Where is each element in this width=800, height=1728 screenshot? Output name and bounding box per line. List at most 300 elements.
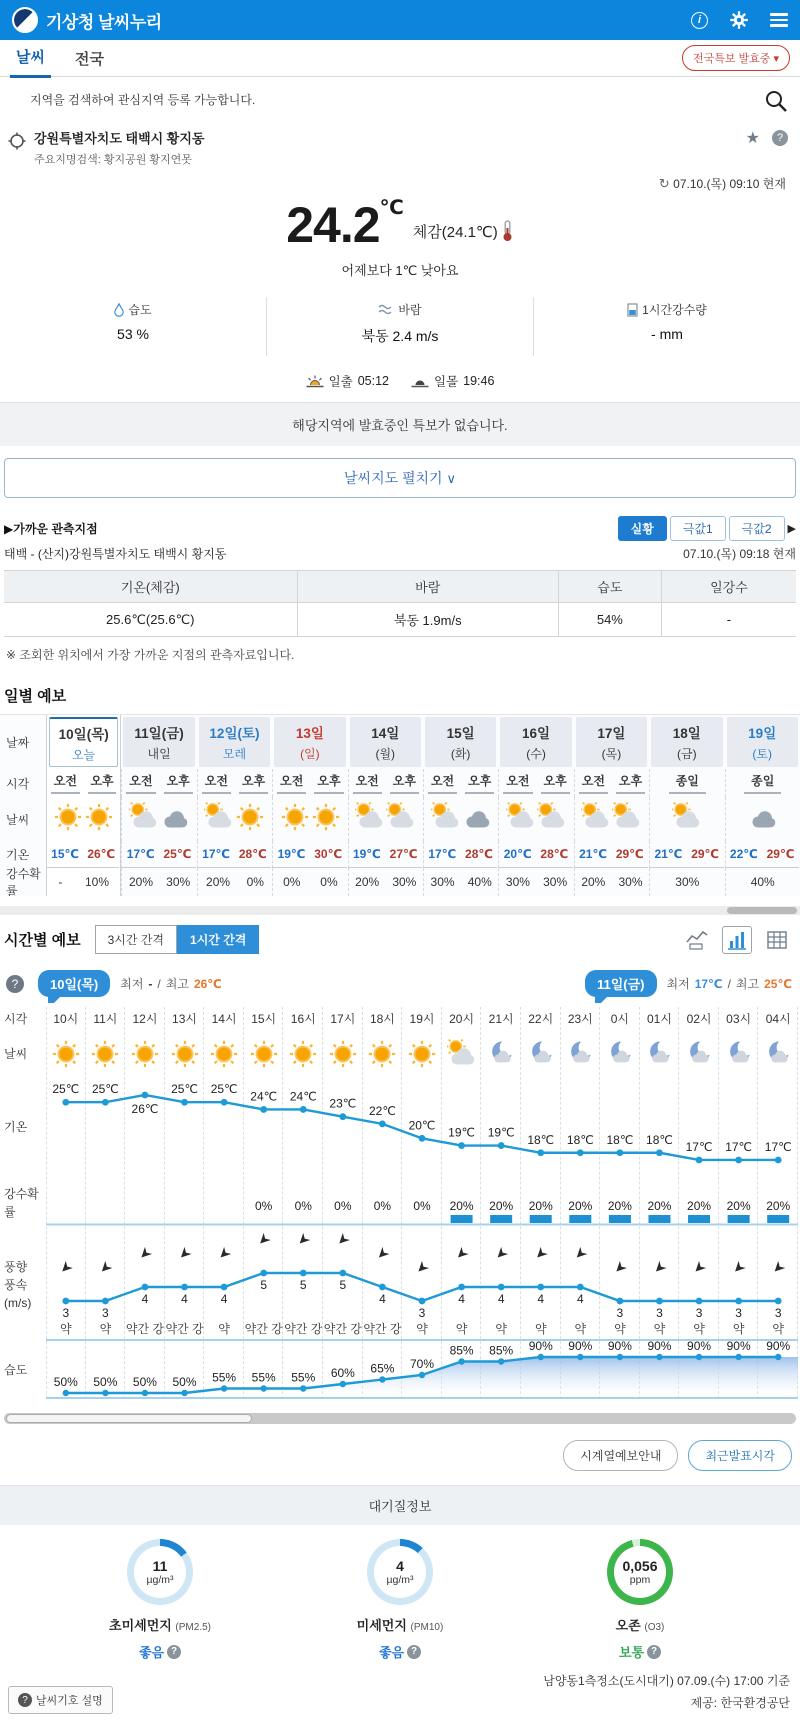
svg-text:20%: 20%: [489, 1199, 514, 1213]
svg-text:50%: 50%: [132, 1375, 157, 1389]
wind-icon: [378, 303, 394, 316]
chevron-down-icon: ∨: [446, 471, 456, 486]
svg-text:4: 4: [220, 1292, 228, 1306]
daily-pop-cell: [498, 868, 573, 896]
svg-text:0%: 0%: [413, 1199, 431, 1213]
daily-date-sub: (일): [300, 747, 320, 761]
svg-text:90%: 90%: [607, 1341, 632, 1353]
scrollbar-thumb[interactable]: [6, 1414, 252, 1423]
hourly-temp-row: [0, 1077, 800, 1177]
daily-date-box[interactable]: [500, 717, 571, 767]
hourly-help-icon[interactable]: ?: [6, 975, 24, 993]
svg-text:5: 5: [260, 1278, 268, 1292]
daily-pop-cell: [121, 868, 196, 896]
svg-text:3: 3: [62, 1306, 70, 1320]
air-value: 11: [152, 1558, 168, 1574]
daily-date: 18일: [672, 726, 701, 741]
hourly-bottom-scrollbar[interactable]: [4, 1413, 796, 1424]
gear-icon: [730, 11, 748, 29]
main-tabs: [0, 40, 800, 77]
daily-temp-min: 17℃: [126, 847, 155, 861]
svg-text:19℃: 19℃: [487, 1125, 515, 1140]
daily-weather-cell: [498, 797, 573, 841]
daily-date-sub: 오늘: [72, 747, 96, 762]
daily-weather-icon-wrap: [581, 802, 611, 837]
daily-weather-icon-wrap: [431, 802, 461, 837]
hourly-header: [0, 915, 800, 962]
daily-day-column[interactable]: [197, 715, 272, 896]
locate-button[interactable]: [8, 132, 26, 155]
hour-label: 11시: [93, 1012, 118, 1026]
svg-text:90%: 90%: [528, 1341, 553, 1353]
observation-table-header: [4, 571, 796, 603]
sun-icon: [90, 1039, 120, 1069]
daily-pop-value: 40%: [467, 875, 492, 889]
daily-time-cell: [47, 769, 120, 797]
svg-text:20%: 20%: [568, 1199, 593, 1213]
svg-text:60%: 60%: [330, 1366, 355, 1380]
hour-label: 13시: [172, 1012, 197, 1026]
thermometer-icon: [501, 220, 514, 242]
svg-text:50%: 50%: [53, 1375, 78, 1389]
daily-weather-icon-wrap: [506, 802, 536, 837]
daily-temp-max: 28℃: [465, 847, 493, 861]
daily-day-column[interactable]: [725, 715, 800, 896]
search-hint: 지역을 검색하여 관심지역 등록 가능합니다.: [30, 93, 256, 107]
daily-pop-value: 30%: [505, 875, 530, 889]
daily-date-box[interactable]: [274, 717, 345, 767]
day2-badge: 11일(금): [585, 970, 657, 997]
daily-temp-cell: [498, 841, 572, 868]
daily-time-label: 오후: [88, 772, 117, 794]
air-quality-item: [300, 1539, 500, 1661]
svg-text:26℃: 26℃: [131, 1102, 159, 1116]
help-icon[interactable]: ?: [772, 130, 788, 146]
daily-day-column[interactable]: [574, 715, 649, 896]
search-button[interactable]: [764, 89, 788, 118]
svg-text:3: 3: [102, 1306, 109, 1320]
air-source-station: 남양동1측정소(도시대기) 07.09.(수) 17:00 기준: [543, 1674, 790, 1688]
daily-time-label: 오후: [164, 772, 193, 794]
moon-cloud-icon: [486, 1039, 516, 1069]
hourly-top-scrollbar[interactable]: [0, 906, 800, 915]
svg-text:20%: 20%: [726, 1199, 751, 1213]
obs-value: 북동 1.9m/s: [297, 603, 558, 637]
hourly-weather-cell: [719, 1031, 759, 1077]
daily-pop-value: 40%: [750, 875, 775, 889]
daily-temp-cell: [649, 841, 723, 868]
kma-logo-icon: [12, 7, 38, 33]
obs-live-button[interactable]: 실황: [618, 516, 667, 541]
daily-weather-cell: [649, 797, 724, 841]
hourly-weather-cell: [363, 1031, 403, 1077]
hourly-weather-cell: [679, 1031, 719, 1077]
hour-label: 10시: [53, 1012, 79, 1026]
obs-value: 25.6℃(25.6℃): [4, 603, 297, 637]
wind-direction-arrow: [573, 1247, 587, 1261]
precipitation-chart: [46, 1177, 798, 1229]
hour-label: 17시: [330, 1012, 356, 1026]
moon-cloud-icon: [526, 1039, 556, 1069]
svg-text:약: 약: [99, 1322, 112, 1336]
daily-weather-cell: [423, 797, 498, 841]
air-value: 4: [396, 1558, 404, 1574]
national-alert-button[interactable]: 전국특보 발효중 ▾: [682, 45, 790, 71]
daily-temp-max: 28℃: [238, 847, 267, 861]
daily-pop-cell: [574, 868, 649, 896]
daily-date-box[interactable]: [727, 717, 798, 767]
toggle-1hour[interactable]: 1시간 간격: [177, 925, 259, 954]
sun-icon: [280, 802, 310, 832]
sun-times: [0, 362, 800, 402]
sun-cloud-icon: [506, 802, 536, 832]
observation-buttons: [618, 516, 796, 541]
daily-temp-min: 20℃: [503, 847, 532, 861]
hour-label: 12시: [132, 1012, 158, 1026]
obs-value: 54%: [558, 603, 661, 637]
wind-direction-arrow: [98, 1261, 112, 1275]
refresh-icon[interactable]: ↻: [658, 176, 670, 191]
svg-text:3: 3: [774, 1306, 782, 1320]
daily-forecast-title: 일별 예보: [4, 688, 67, 705]
sun-icon: [51, 1039, 81, 1069]
daily-date-sub: (토): [752, 747, 772, 761]
wind-direction-arrow: [494, 1247, 508, 1261]
info-button[interactable]: [691, 12, 708, 29]
day1-badge: 10일(목): [38, 970, 110, 997]
svg-text:18℃: 18℃: [606, 1132, 634, 1147]
svg-text:24℃: 24℃: [289, 1089, 317, 1104]
daily-temp-cell: [348, 841, 422, 868]
daily-temp-min: 17℃: [202, 847, 231, 861]
svg-text:5: 5: [299, 1278, 307, 1292]
daily-time-label: 종일: [744, 772, 781, 794]
svg-text:약: 약: [614, 1322, 626, 1336]
daily-weather-icon-wrap: [235, 802, 265, 837]
daily-time-label: 오후: [314, 772, 343, 794]
daily-date-box[interactable]: [199, 717, 270, 767]
daily-date-box[interactable]: [576, 717, 647, 767]
svg-text:20%: 20%: [647, 1199, 672, 1213]
bar-chart-view-button[interactable]: [722, 926, 752, 954]
daily-date-sub: (화): [450, 747, 471, 761]
sun-cloud-icon: [612, 802, 642, 832]
scrollbar-thumb[interactable]: [727, 907, 797, 914]
svg-text:약: 약: [574, 1322, 587, 1336]
air-name: 초미세먼지 (PM2.5): [109, 1618, 211, 1633]
daily-temp-min: 19℃: [352, 847, 381, 861]
hour-label: 02시: [686, 1012, 712, 1026]
hour-label: 21시: [488, 1012, 514, 1026]
svg-text:4: 4: [379, 1292, 386, 1306]
question-icon: ?: [18, 1693, 32, 1707]
toggle-3hour[interactable]: 3시간 간격: [95, 925, 177, 954]
current-temperature: 24.2℃: [286, 197, 403, 253]
daily-time-cell: [649, 769, 724, 797]
svg-text:50%: 50%: [172, 1375, 197, 1389]
humidity-value: 53 %: [117, 326, 149, 342]
daily-time-label: 오전: [503, 772, 532, 794]
weather-map-expand-button[interactable]: 날씨지도 펼치기 ∨: [4, 458, 796, 498]
daily-time-label: 오전: [51, 772, 80, 794]
alert-notice: 해당지역에 발효중인 특보가 없습니다.: [0, 402, 800, 446]
sun-icon: [249, 1039, 279, 1069]
wind-direction-arrow: [692, 1261, 706, 1275]
hourly-weather-cell: [600, 1031, 640, 1077]
hourly-weather-cell: [323, 1031, 363, 1077]
latest-issue-time-button[interactable]: 최근발표시각: [688, 1440, 792, 1471]
svg-text:90%: 90%: [766, 1341, 791, 1353]
daily-pop-value: 20%: [581, 875, 606, 889]
daily-day-column[interactable]: [121, 715, 196, 896]
obs-col-header: 기온(체감): [4, 571, 297, 603]
daily-day-column[interactable]: [272, 715, 347, 896]
daily-pop-value: 30%: [618, 875, 643, 889]
air-gauge: [607, 1539, 673, 1605]
svg-text:23℃: 23℃: [329, 1096, 357, 1111]
daily-time-label: 오전: [202, 772, 231, 794]
cloud-icon: [748, 802, 778, 832]
sun-icon: [367, 1039, 397, 1069]
daily-pop-value: 0%: [246, 875, 264, 889]
daily-pop-value: 30%: [430, 875, 455, 889]
daily-temp-min: 19℃: [277, 847, 306, 861]
hourly-label-weather: 날씨: [4, 1047, 28, 1061]
daily-pop-value: 10%: [85, 875, 110, 889]
hourly-label-wind: 풍향 풍속 (m/s): [4, 1260, 32, 1310]
observation-station: 태백 - (산지)강원특별자치도 태백시 황지동: [4, 547, 227, 561]
svg-text:약: 약: [732, 1322, 745, 1336]
daily-temp-max: 26℃: [87, 847, 116, 861]
timeseries-guide-button[interactable]: 시계열예보안내: [563, 1440, 678, 1471]
rain-gauge-icon: [627, 303, 638, 317]
tab-weather[interactable]: 날씨: [10, 38, 51, 78]
daily-weather-icon-wrap: [84, 802, 114, 837]
hour-label: 01시: [646, 1012, 672, 1026]
daily-time-label: 오후: [541, 772, 570, 794]
hour-label: 04시: [765, 1012, 791, 1026]
daily-pop-cell: [725, 868, 800, 896]
daily-pop-value: 20%: [128, 875, 153, 889]
svg-text:약: 약: [653, 1322, 666, 1336]
wind-direction-arrow: [534, 1247, 548, 1261]
search-icon: [764, 89, 788, 113]
daily-pop-value: 30%: [392, 875, 417, 889]
daily-time-label: 오후: [616, 772, 645, 794]
daily-pop-cell: [649, 868, 724, 896]
hourly-chart-grid: [0, 1007, 800, 1399]
daily-temp-cell: [574, 841, 648, 868]
air-status: [540, 1642, 740, 1661]
view-switch-icons: [682, 926, 792, 954]
daily-date-box[interactable]: [49, 717, 118, 767]
tab-national[interactable]: 전국: [74, 50, 104, 68]
daily-label-pop: 강수확률: [6, 867, 41, 896]
wind-direction-arrow: [415, 1261, 429, 1275]
sun-cloud-icon: [581, 802, 611, 832]
sun-cloud-icon: [204, 802, 234, 832]
daily-date: 12일(토): [209, 726, 260, 741]
air-name: 미세먼지 (PM10): [356, 1618, 444, 1633]
wind-direction-arrow: [296, 1233, 310, 1247]
humidity-chart: [46, 1341, 798, 1399]
menu-button[interactable]: [770, 10, 788, 30]
wind-direction-arrow: [59, 1261, 73, 1275]
daily-day-column[interactable]: [46, 715, 121, 896]
daily-pop-value: 30%: [675, 875, 700, 889]
daily-time-label: 오후: [465, 772, 494, 794]
daily-day-column[interactable]: [348, 715, 423, 896]
daily-day-column[interactable]: [498, 715, 573, 896]
svg-text:약: 약: [59, 1322, 72, 1336]
svg-text:20%: 20%: [449, 1199, 474, 1213]
air-gauge-inner: [134, 1546, 186, 1598]
daily-temp-min: 17℃: [428, 847, 457, 861]
hour-label: 19시: [409, 1012, 435, 1026]
daily-weather-icon-wrap: [355, 802, 385, 837]
hourly-weather-cell: [561, 1031, 601, 1077]
svg-text:3: 3: [616, 1306, 624, 1320]
daily-label-date: 날짜: [6, 735, 30, 750]
daily-weather-icon-wrap: [612, 802, 642, 837]
daily-temp-cell: [423, 841, 497, 868]
daily-date-box[interactable]: [123, 717, 194, 767]
svg-text:약간 강: 약간 강: [244, 1322, 283, 1336]
help-icon[interactable]: ?: [407, 1645, 421, 1659]
daily-time-label: 오전: [353, 772, 382, 794]
daily-temp-cell: [725, 841, 799, 868]
daily-weather-icon-wrap: [53, 802, 83, 837]
daily-date-box[interactable]: [425, 717, 496, 767]
svg-text:70%: 70%: [409, 1357, 435, 1371]
svg-text:22℃: 22℃: [369, 1103, 396, 1118]
air-unit: µg/m³: [386, 1574, 414, 1586]
air-status-text: 좋음: [378, 1645, 405, 1660]
wind-direction-arrow: [257, 1233, 271, 1247]
daily-date: 17일: [597, 726, 626, 741]
help-icon[interactable]: ?: [167, 1645, 181, 1659]
bar-chart-icon: [727, 930, 747, 950]
stat-wind: [267, 297, 534, 356]
obs-more-arrow[interactable]: ▶: [787, 523, 796, 535]
daily-temp-max: 27℃: [389, 847, 418, 861]
feels-like-text: 체감(24.1℃): [412, 223, 498, 241]
daily-date-sub: 내일: [147, 747, 171, 761]
svg-text:약: 약: [218, 1322, 230, 1336]
svg-text:약간 강: 약간 강: [284, 1322, 323, 1336]
location-sub: 주요지명검색: 황지공원 황지연못: [34, 154, 192, 166]
svg-text:20%: 20%: [528, 1199, 553, 1213]
droplet-icon: [114, 303, 124, 317]
hourly-label-pop: 강수확률: [4, 1187, 39, 1219]
sun-cloud-icon: [386, 802, 416, 832]
svg-text:25℃: 25℃: [52, 1082, 80, 1097]
svg-text:55%: 55%: [251, 1370, 276, 1385]
moon-cloud-icon: [644, 1039, 674, 1069]
obs-extreme1-button[interactable]: 극값1: [670, 516, 726, 541]
daily-weather-cell: [272, 797, 347, 841]
table-view-button[interactable]: [762, 926, 792, 954]
air-quality-title: 대기질정보: [0, 1485, 800, 1525]
line-chart-view-button[interactable]: [682, 926, 712, 954]
daily-weather-icon-wrap: [537, 802, 567, 837]
wind-direction-arrow: [336, 1233, 350, 1247]
hourly-weather-cell: [125, 1031, 165, 1077]
temperature-chart: [46, 1077, 798, 1177]
daily-weather-cell: [47, 797, 120, 841]
daily-temp-max: 29℃: [766, 847, 795, 861]
daily-time-label: 오전: [277, 772, 306, 794]
stat-rain: [534, 297, 800, 356]
hour-label: 23시: [567, 1012, 593, 1026]
air-status: [60, 1642, 260, 1661]
obs-col-header: 바람: [297, 571, 558, 603]
daily-pop-value: -: [58, 875, 63, 889]
app-title: 기상청 날씨누리: [46, 12, 162, 32]
daily-pop-cell: [423, 868, 498, 896]
svg-text:20%: 20%: [687, 1199, 712, 1213]
daily-time-label: 오후: [239, 772, 268, 794]
svg-text:약: 약: [416, 1322, 428, 1336]
wind-value: 북동 2.4 m/s: [361, 328, 439, 344]
daily-temp-min: 22℃: [729, 847, 758, 861]
sun-icon: [288, 1039, 318, 1069]
daily-weather-icon-wrap: [386, 802, 416, 837]
air-gauge: [127, 1539, 193, 1605]
sun-cloud-icon: [447, 1039, 477, 1069]
daily-weather-icon-wrap: [160, 802, 190, 837]
hourly-weather-cell: [204, 1031, 244, 1077]
sun-icon: [170, 1039, 200, 1069]
svg-text:25℃: 25℃: [210, 1082, 238, 1097]
daily-day-column[interactable]: [649, 715, 724, 896]
daily-date: 13일: [295, 726, 324, 741]
air-quality-row: [0, 1525, 800, 1665]
svg-text:0%: 0%: [373, 1199, 392, 1213]
daily-weather-icon-wrap: [129, 802, 159, 837]
hour-label: 18시: [369, 1012, 395, 1026]
daily-pop-cell: [272, 868, 347, 896]
svg-text:약간 강: 약간 강: [165, 1322, 204, 1336]
daily-date: 11일(금): [134, 726, 184, 741]
daily-day-column[interactable]: [423, 715, 498, 896]
weather-symbols-legend-button[interactable]: ? 날씨기호 설명: [8, 1686, 113, 1714]
daily-date-sub: (월): [375, 747, 396, 761]
observation-note: ※ 조회한 위치에서 가장 가까운 지점의 관측자료입니다.: [6, 648, 295, 662]
daily-date-box[interactable]: [651, 717, 722, 767]
wind-direction-arrow: [732, 1261, 746, 1275]
svg-text:약: 약: [534, 1322, 547, 1336]
obs-extreme2-button[interactable]: 극값2: [729, 516, 785, 541]
location-name[interactable]: 강원특별자치도 태백시 황지동: [34, 131, 205, 146]
settings-button[interactable]: [730, 11, 748, 29]
sunrise-label: 일출: [328, 375, 353, 389]
svg-text:25℃: 25℃: [91, 1082, 119, 1097]
daily-time-label: 종일: [669, 772, 706, 794]
daily-date-box[interactable]: [350, 717, 421, 767]
sun-cloud-icon: [355, 802, 385, 832]
daily-weather-cell: [725, 797, 800, 841]
hourly-label-humidity: 습도: [4, 1363, 28, 1377]
sunset-time: 19:46: [463, 374, 495, 388]
svg-text:4: 4: [458, 1292, 465, 1306]
help-icon[interactable]: ?: [647, 1645, 661, 1659]
daily-weather-cell: [197, 797, 272, 841]
daily-row-labels: [0, 715, 46, 896]
favorite-star-icon[interactable]: ★: [745, 130, 760, 147]
svg-text:25℃: 25℃: [171, 1082, 198, 1097]
daily-weather-cell: [348, 797, 423, 841]
